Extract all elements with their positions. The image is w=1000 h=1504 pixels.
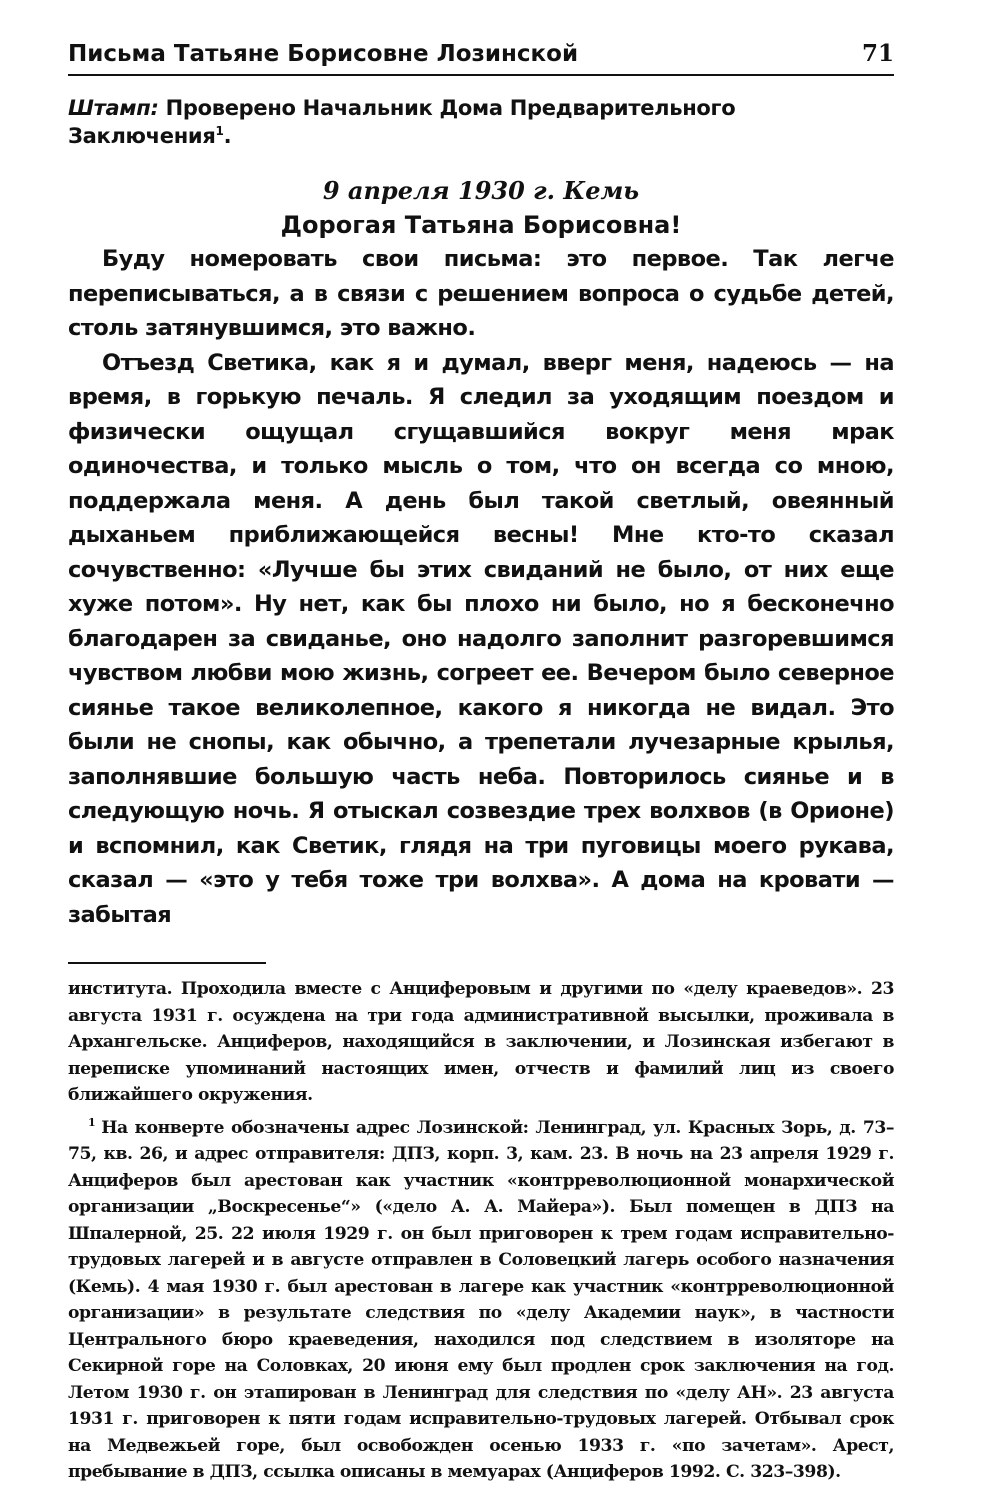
running-head-title: Письма Татьяне Борисовне Лозинской [68,41,579,67]
letter-paragraph: Буду номеровать свои письма: это первое. Так легче переписываться, а в связи с решением вопроса о судьбе детей, столь затянувшимся, это важно. [68,246,894,341]
letter-body [68,242,894,932]
footnote-1-marker: 1 [88,1115,96,1129]
footnote-1-text: На конверте обозначены адрес Лозинской: Ленинград, ул. Красных Зорь, д. 73–75, кв. 26, и адрес отправителя: ДПЗ, корп. 3, кам. 23. В ночь на 23 апреля 1929 г. Анциферов был арестован как участник «контрреволюционной монархической организации „Воскресенье“» («дело А. А. Майера»). Был помещен в ДПЗ на Шпалерной, 25. 22 июля 1929 г. он был приговорен к трем годам исправительно-трудовых лагерей и в августе отправлен в Соловецкий лагерь особого назначения (Кемь). 4 мая 1930 г. был арестован в лагере как участник «контрреволюционной организации» в результате следствия по «делу Академии наук», в частности Центрального бюро краеведения, находился под следствием в изоляторе на Секирной горе на Соловках, 20 июня ему был продлен срок заключения на год. Летом 1930 г. он этапирован в Ленинград для следствия по «делу АН». 23 августа 1931 г. приговорен к пяти годам исправительно-трудовых лагерей. Отбывал срок на Медвежьей горе, был освобожден осенью 1933 г. «по зачетам». Арест, пребывание в ДПЗ, ссылка описаны в мемуарах (Анциферов 1992. С. 323–398). [68,1117,894,1482]
letter-paragraph: Отъезд Светика, как я и думал, вверг меня, надеюсь — на время, в горькую печаль. Я следил за уходящим поездом и физически ощущал сгущавшийся вокруг меня мрак одиночества, и только мысль о том, что он всегда со мною, поддержала меня. А день был такой светлый, овеянный дыханьем приближающейся весны! Мне кто-то сказал сочувственно: «Лучше бы этих свиданий не было, от них еще хуже потом». Ну нет, как бы плохо ни было, но я бесконечно благодарен за свиданье, оно надолго заполнит разгоревшимся чувством любви мою жизнь, согреет ее. Вечером было северное сиянье такое великолепное, какого я никогда не видал. Это были не снопы, как обычно, а трепетали лучезарные крылья, заполнявшие большую часть неба. Повторилось сиянье и в следующую ночь. Я отыскал созвездие трех волхвов (в Орионе) и вспомнил, как Светик, глядя на три пуговицы моего рукава, сказал — «это у тебя тоже три волхва». А дома на кровати — забытая [68,349,894,928]
stamp-footnote-ref: 1 [215,124,224,138]
page-number: 71 [861,40,894,67]
footnotes [68,976,894,1486]
footnote-continued: института. Проходила вместе с Анциферовым и другими по «делу краеведов». 23 августа 1931 г. осуждена на три года административной высылки, проживала в Архангельске. Анциферов, находящийся в заключении, и Лозинская избегают в переписке упоминаний настоящих имен, отчеств и фамилий лиц из своего ближайшего окружения. [68,979,894,1105]
running-head [68,40,894,76]
letter-salutation: Дорогая Татьяна Борисовна! [280,211,682,239]
stamp-end: . [223,124,232,148]
letter-dateline: 9 апреля 1930 г. Кемь [322,176,640,205]
stamp-line [68,94,894,150]
footnote-1 [68,1115,894,1486]
book-page [68,40,894,1492]
footnote-divider [68,962,266,964]
stamp-text: Проверено Начальник Дома Предварительного Заключения [68,96,736,148]
stamp-label: Штамп: [68,96,159,120]
